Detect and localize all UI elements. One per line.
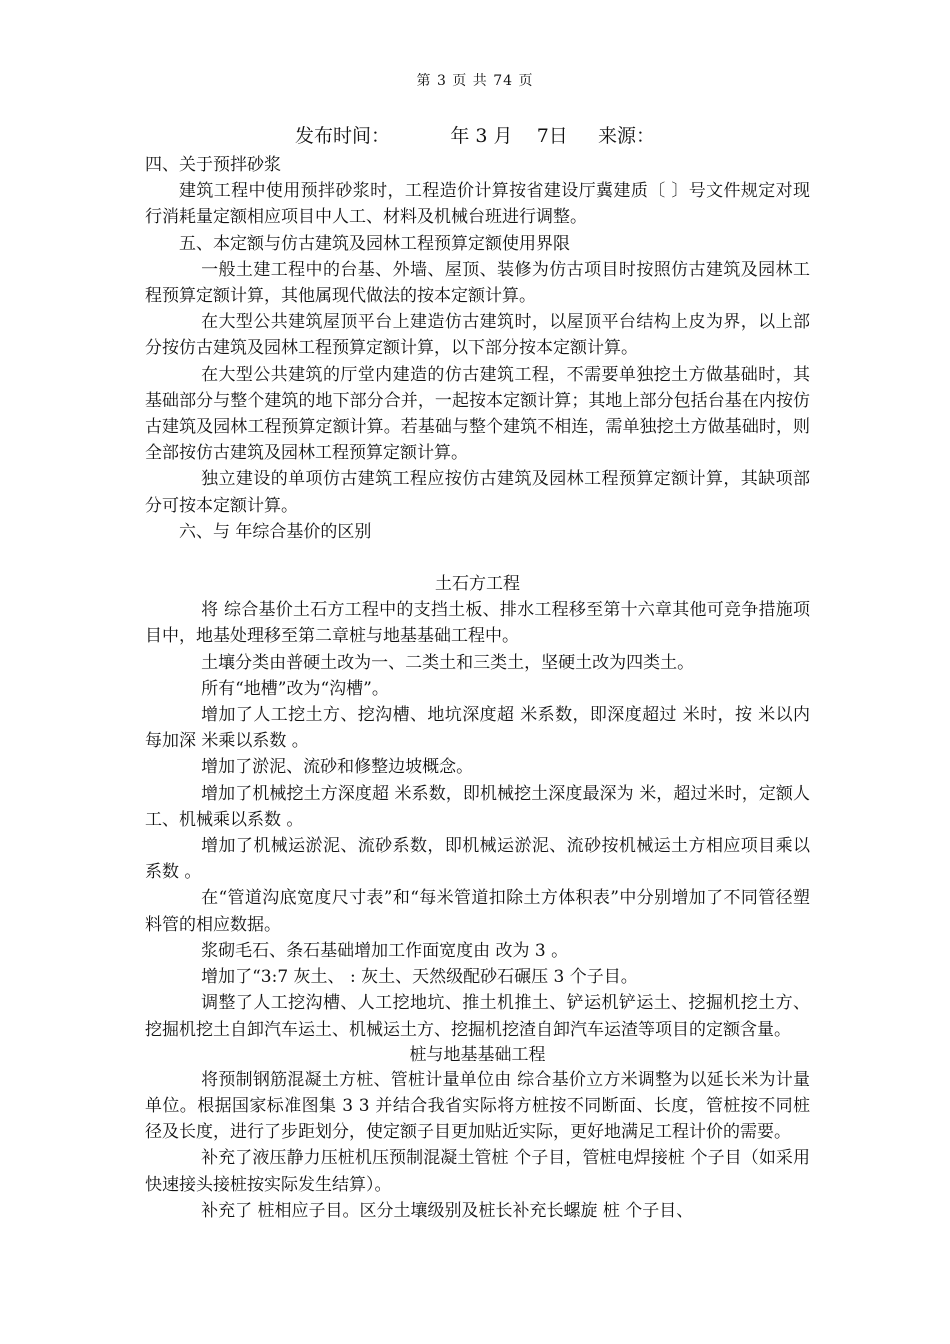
paragraph: 补充了 桩相应子目。区分土壤级别及桩长补充长螺旋 桩 个子目、	[201, 1200, 694, 1221]
heading-differences: 六、与 年综合基价的区别	[179, 521, 372, 542]
paragraph: 将预制钢筋混凝土方桩、管桩计量单位由 综合基价立方米调整为以延长米为计量单位。根据国家标准图集 3 3 并结合我省实际将方桩按不同断面、长度，管桩按不同桩径及长度，进行了步距划分，使定额子目更加贴近实际，更好地满足工程计价的需要。	[145, 1069, 810, 1143]
page-number: 第 3 页 共 74 页	[416, 73, 534, 89]
section-title-earthwork: 土石方工程	[435, 574, 520, 595]
paragraph: 建筑工程中使用预拌砂浆时，工程造价计算按省建设厅冀建质〔 〕号文件规定对现行消耗量定额相应项目中人工、材料及机械台班进行调整。	[145, 181, 810, 228]
paragraph: 土壤分类由普硬土改为一、二类土和三类土，坚硬土改为四类土。	[201, 652, 695, 673]
publish-info-line: 发布时间： 年 3 月 7日 来源：	[294, 125, 655, 147]
paragraph: 增加了人工挖土方、挖沟槽、地坑深度超 米系数，即深度超过 米时，按 米以内每加深 米乘以系数 。	[145, 705, 810, 752]
paragraph: 增加了“3:7 灰土、 : 灰土、天然级配砂石碾压 3 个子目。	[201, 967, 638, 988]
paragraph: 独立建设的单项仿古建筑工程应按仿古建筑及园林工程预算定额计算，其缺项部分可按本定额计算。	[145, 469, 810, 516]
paragraph: 调整了人工挖沟槽、人工挖地坑、推土机推土、铲运机铲运土、挖掘机挖土方、挖掘机挖土自卸汽车运土、机械运土方、挖掘机挖渣自卸汽车运渣等项目的定额含量。	[145, 993, 810, 1040]
paragraph: 在大型公共建筑屋顶平台上建造仿古建筑时，以屋顶平台结构上皮为界，以上部分按仿古建筑及园林工程预算定额计算，以下部分按本定额计算。	[145, 312, 810, 359]
paragraph: 增加了机械挖土方深度超 米系数，即机械挖土深度最深为 米，超过米时，定额人工、机械乘以系数 。	[145, 783, 810, 830]
heading-quota-boundary: 五、本定额与仿古建筑及园林工程预算定额使用界限	[179, 233, 570, 254]
document-body	[145, 152, 810, 1224]
paragraph: 在“管道沟底宽度尺寸表”和“每米管道扣除土方体积表”中分别增加了不同管径塑料管的相应数据。	[145, 888, 810, 935]
heading-premixed-mortar: 四、关于预拌砂浆	[145, 155, 281, 175]
paragraph: 增加了机械运淤泥、流砂系数，即机械运淤泥、流砂按机械运土方相应项目乘以系数 。	[145, 836, 810, 883]
paragraph: 浆砌毛石、条石基础增加工作面宽度由 改为 3 。	[201, 940, 569, 961]
paragraph: 所有“地槽”改为“沟槽”。	[201, 678, 389, 699]
section-title-pile-foundation: 桩与地基基础工程	[409, 1044, 546, 1065]
paragraph: 补充了液压静力压桩机压预制混凝土管桩 个子目，管桩电焊接桩 个子目（如采用快速接头接桩按实际发生结算）。	[145, 1148, 810, 1195]
paragraph: 一般土建工程中的台基、外墙、屋顶、装修为仿古项目时按照仿古建筑及园林工程预算定额计算，其他属现代做法的按本定额计算。	[145, 259, 810, 307]
blank-line	[145, 545, 810, 571]
paragraph: 在大型公共建筑的厅堂内建造的仿古建筑工程，不需要单独挖土方做基础时，其基础部分与整个建筑的地下部分合并，一起按本定额计算；其地上部分包括台基在内按仿古建筑及园林工程预算定额计算。若基础与整个建筑不相连，需单独挖土方做基础时，则全部按仿古建筑及园林工程预算定额计算。	[145, 364, 810, 464]
paragraph: 增加了淤泥、流砂和修整边坡概念。	[201, 757, 474, 778]
paragraph: 将 综合基价土石方工程中的支挡土板、排水工程移至第十六章其他可竞争措施项目中，地基处理移至第二章桩与地基基础工程中。	[145, 600, 810, 647]
